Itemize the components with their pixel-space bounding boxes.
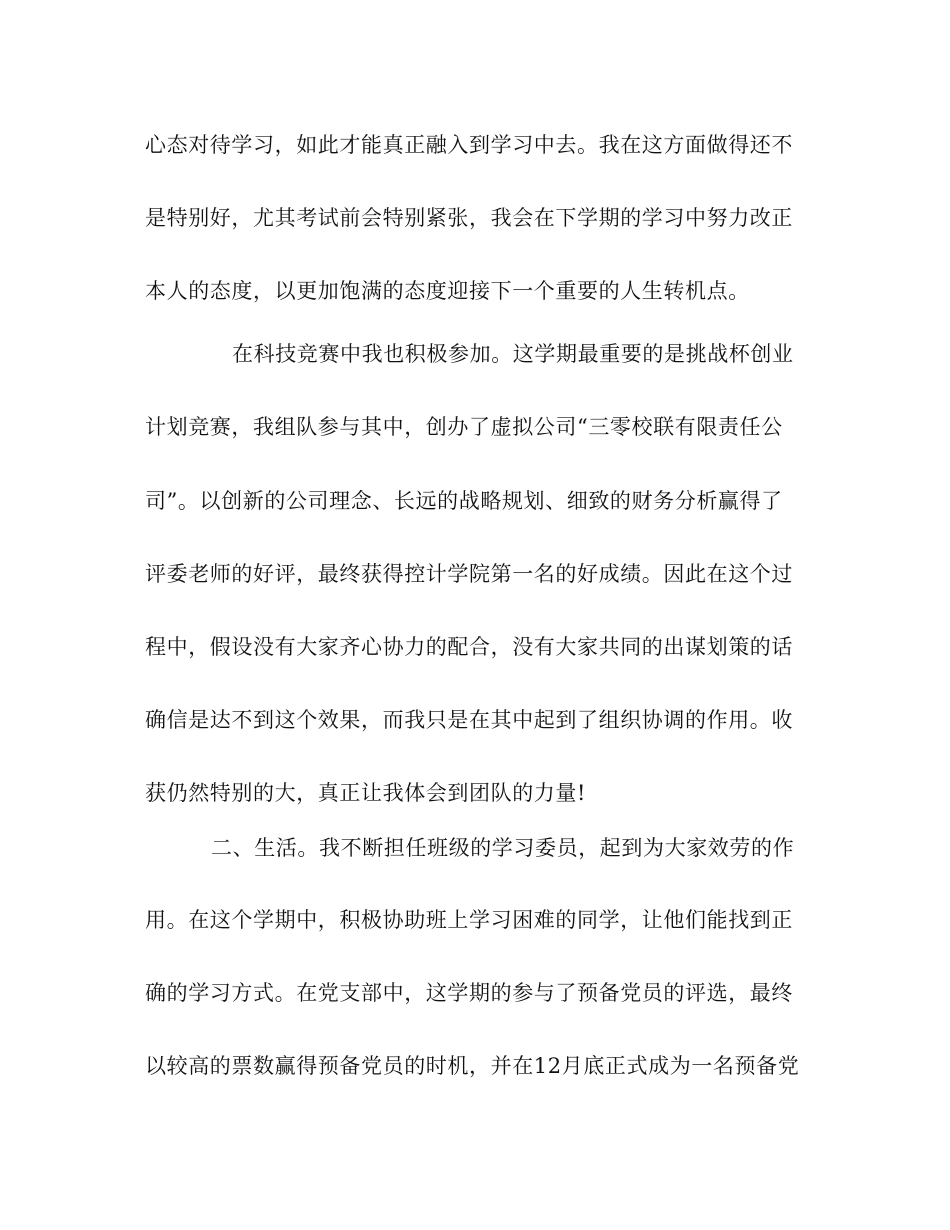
text-line: 本人的态度，以更加饱满的态度迎接下一个重要的人生转机点。 (145, 279, 750, 303)
text-line: 获仍然特别的大，真正让我体会到团队的力量! (145, 781, 587, 805)
text-line: 以较高的票数赢得预备党员的时机，并在12月底正式成为一名预备党 (145, 1054, 800, 1078)
text-line: 计划竞赛，我组队参与其中，创办了虚拟公司“三零校联有限责任公 (145, 415, 783, 439)
text-line: 二、生活。我不断担任班级的学习委员，起到为大家效劳的作 (211, 836, 795, 860)
text-line: 程中，假设没有大家齐心协力的配合，没有大家共同的出谋划策的话 (145, 635, 793, 659)
text-line: 确的学习方式。在党支部中，这学期的参与了预备党员的评选，最终 (145, 981, 793, 1005)
text-line: 评委老师的好评，最终获得控计学院第一名的好成绩。因此在这个过 (145, 562, 793, 586)
text-line: 心态对待学习，如此才能真正融入到学习中去。我在这方面做得还不 (145, 133, 793, 157)
text-line: 在科技竞赛中我也积极参加。这学期最重要的是挑战杯创业 (232, 342, 794, 366)
text-line: 司”。以创新的公司理念、长远的战略规划、细致的财务分析赢得了 (145, 489, 783, 513)
text-line: 确信是达不到这个效果，而我只是在其中起到了组织协调的作用。收 (145, 708, 793, 732)
text-line: 用。在这个学期中，积极协助班上学习困难的同学，让他们能找到正 (145, 908, 793, 932)
text-line: 是特别好，尤其考试前会特别紧张，我会在下学期的学习中努力改正 (145, 206, 793, 230)
